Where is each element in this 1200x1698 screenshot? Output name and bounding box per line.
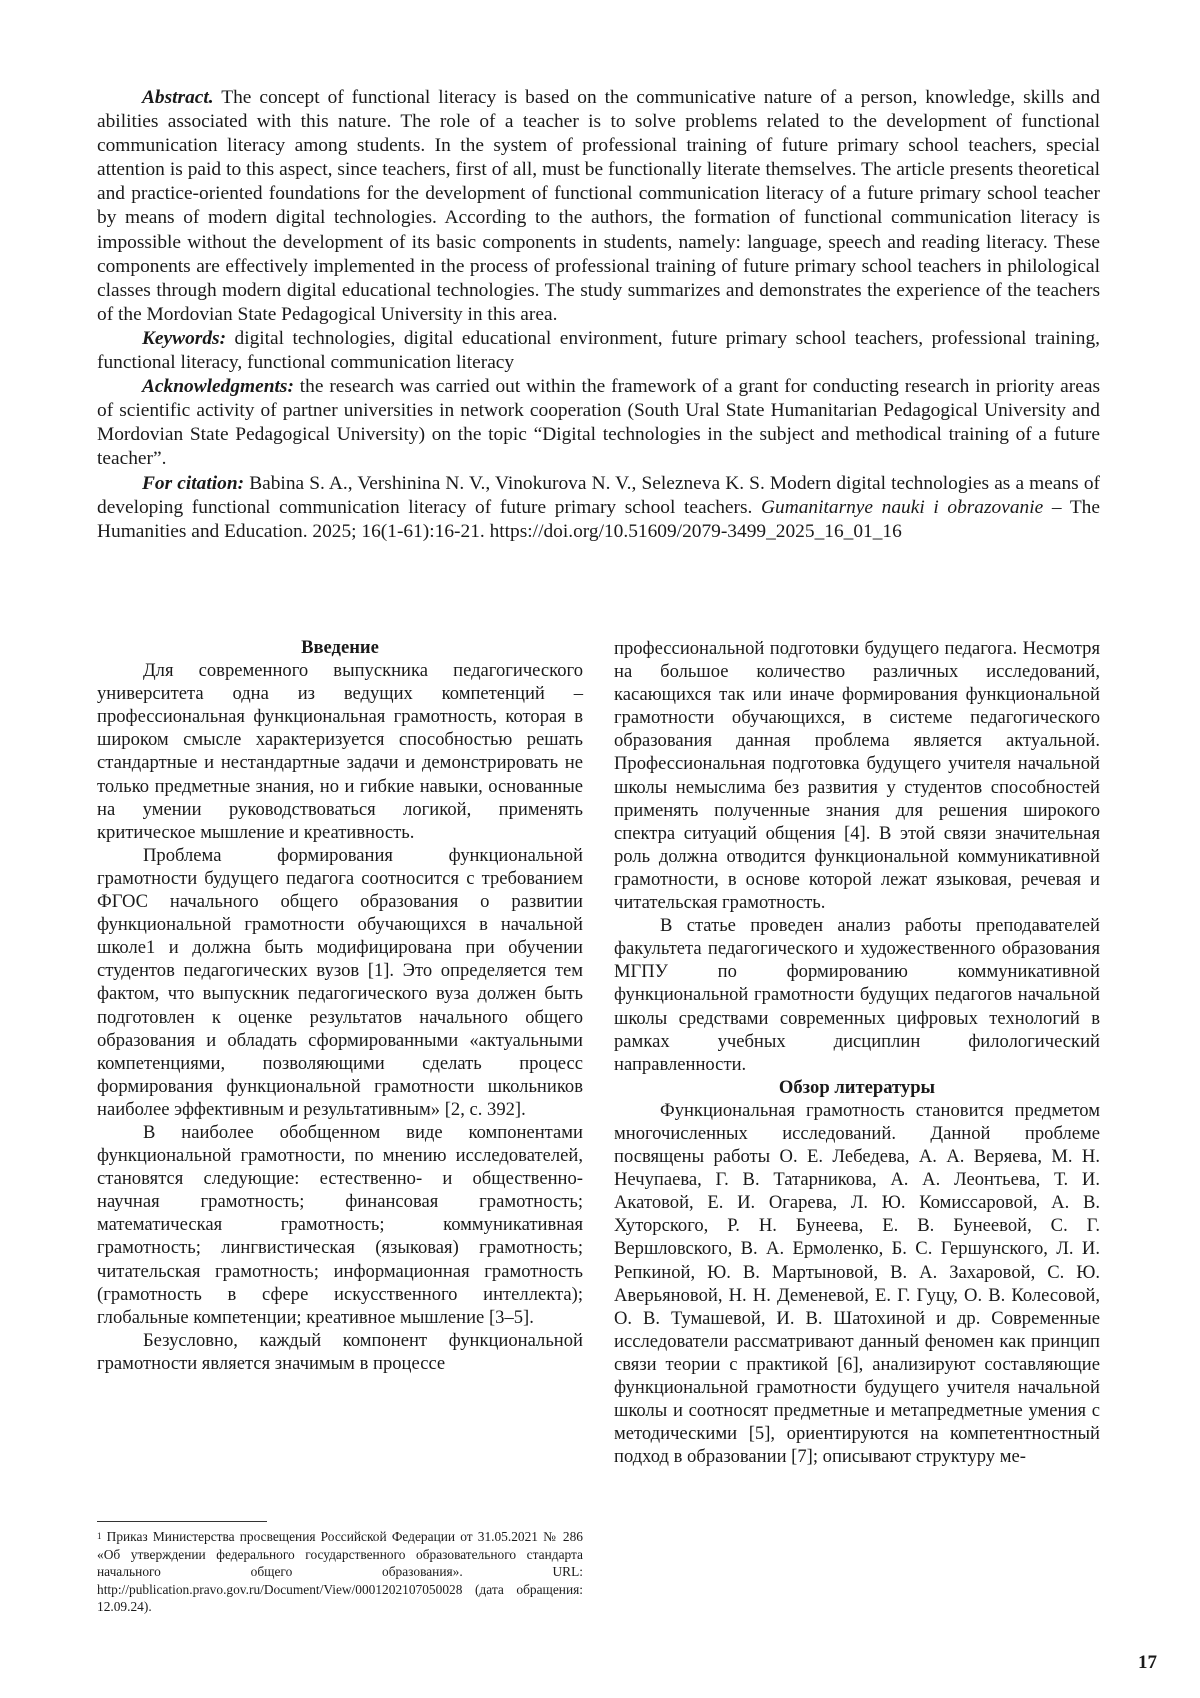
body-paragraph: Для современного выпускника педагогического университета одна из ведущих компетенций – профессиональная функциональная грамотность, которая в широком смысле характеризуется способностью решать стандартные и нестандартные задачи и демонстрировать не только предметные знания, но и гибкие навыки, основанные на умении руководствоваться логикой, применять критическое мышление и креативность. [97,660,583,843]
keywords-text: digital technologies, digital educational environment, future primary school teachers, professional training, functional literacy, functional communication literacy [97,327,1100,374]
acknowledgments-label: Acknowledgments: [142,376,294,398]
body-paragraph: В статье проведен анализ работы преподавателей факультета педагогического и художественного образования МГПУ по формированию коммуникативной функциональной грамотности будущих педагогов начальной школы средствами современных цифровых технологий в рамках учебных дисциплин филологический направленности. [614,915,1100,1075]
footnote-divider [97,1521,267,1522]
page-number: 17 [1138,1652,1157,1673]
citation-journal: Gumanitarnye nauki i obrazovanie [761,496,1044,518]
footnote [97,1528,583,1616]
abstract-text: The concept of functional literacy is based on the communicative nature of a person, knowledge, skills and abilities associated with this nature. The role of a teacher is to solve problems related to the development of functional communication literacy among students. In the system of professional training of future primary school teachers, special attention is paid to this aspect, since teachers, first of all, must be functionally literate themselves. The article presents theoretical and practice-oriented foundations for the development of functional communication literacy of a future primary school teacher by means of modern digital technologies. According to the authors, the formation of functional communication literacy is impossible without the development of its basic components in students, namely: language, speech and reading literacy. These components are effectively implemented in the process of professional training of future primary school teachers in philological classes through modern digital educational technologies. The study summarizes and demonstrates the experience of the teachers of the Mordovian State Pedagogical University in this area. [97,87,1100,325]
footnote-text: Приказ Министерства просвещения Российской Федерации от 31.05.2021 № 286 «Об утверждении федерального государственного образовательного стандарта начального общего образования». URL: http://publication.pravo.gov.ru/Document/View/0001202107050028 (дата обращения: 12.09.24). [97,1529,583,1615]
body-paragraph: профессиональной подготовки будущего педагога. Несмотря на большое количество различных исследований, касающихся так или иначе формирования функциональной грамотности обучающихся, в системе педагогического образования данная проблема является актуальной. Профессиональная подготовка будущего учителя начальной школы немыслима без развития у студентов способностей применять полученные знания для решения широкого спектра ситуаций общения [4]. В этой связи значительная роль должна отводится функциональной коммуникативной грамотности, в основе которой лежат языковая, речевая и читательская грамотность. [614,638,1100,914]
citation-paragraph [97,472,1100,544]
body-paragraph: Проблема формирования функциональной грамотности будущего педагога соотносится с требованием ФГОС начального общего образования о развитии функциональной грамотности обучающихся в начальной школе1 и должна быть модифицирована при обучении студентов педагогических вузов [1]. Это определяется тем фактом, что выпускник педагогического вуза должен быть подготовлен к оценке результатов начального общего образования и обладать сформированными «актуальными компетенциями, позволяющими сделать процесс формирования функциональной грамотности школьников наиболее эффективным и результативным» [2, с. 392]. [97,844,583,1120]
body-paragraph: Безусловно, каждый компонент функциональной грамотности является значимым в процессе [97,1329,583,1374]
acknowledgments-paragraph [97,375,1100,471]
section-heading-introduction: Введение [301,637,379,658]
right-column [614,637,1100,1468]
abstract-label: Abstract. [142,87,214,108]
keywords-paragraph [97,327,1100,375]
body-paragraph: Функциональная грамотность становится предметом многочисленных исследований. Данной проблеме посвящены работы О. Е. Лебедева, А. А. Веряева, М. Н. Нечупаева, Г. В. Татарникова, А. А. Леонтьева, Т. И. Акатовой, Е. И. Огарева, Л. Ю. Комиссаровой, А. В. Хуторского, Р. Н. Бунеева, Е. В. Бунеевой, С. Г. Вершловского, В. А. Ермоленко, Б. С. Гершунского, Л. И. Репкиной, Ю. В. Мартыновой, В. А. Захаровой, С. Ю. Аверьяновой, Н. Н. Деменевой, Е. Г. Гуцу, О. В. Колесовой, О. В. Тумашевой, И. В. Шатохиной и др. Современные исследователи рассматривают данный феномен как принцип связи теории с практикой [6], анализируют составляющие функциональной грамотности будущего учителя начальной школы и соотносят предметные и метапредметные умения с методическими [5], ориентируются на компетентностный подход в образовании [7]; описывают структуру ме- [614,1099,1100,1468]
abstract-paragraph [97,86,1100,327]
footnote-marker: 1 [97,1531,102,1541]
abstract-section [97,86,1100,544]
citation-text: Babina S. A., Vershinina N. V., Vinokurova N. V., Selezneva K. S. Modern digital technologies as a means of developing functional communication literacy of future primary school teachers. [97,472,1100,518]
left-column [97,636,583,1375]
acknowledgments-text: the research was carried out within the framework of a grant for conducting research in priority areas of scientific activity of partner universities in network cooperation (South Ural State Humanitarian Pedagogical University and Mordovian State Pedagogical University) on the topic “Digital technologies in the subject and methodical training of a future teacher”. [97,376,1100,470]
keywords-label: Keywords: [142,327,227,349]
section-heading-literature-review: Обзор литературы [778,1076,936,1098]
citation-label: For citation: [142,472,245,494]
citation-tail: – The Humanities and Education. 2025; 16(1-61):16-21. https://doi.org/10.51609/2079-3499_2025_16_01_16 [97,496,1100,542]
body-paragraph: В наиболее обобщенном виде компонентами функциональной грамотности, по мнению исследователей, становятся следующие: естественно- и общественно-научная грамотность; финансовая грамотность; математическая грамотность; коммуникативная грамотность; лингвистическая (языковая) грамотность; читательская грамотность; информационная грамотность (грамотность в сфере искусственного интеллекта); глобальные компетенции; креативное мышление [3–5]. [97,1121,583,1328]
